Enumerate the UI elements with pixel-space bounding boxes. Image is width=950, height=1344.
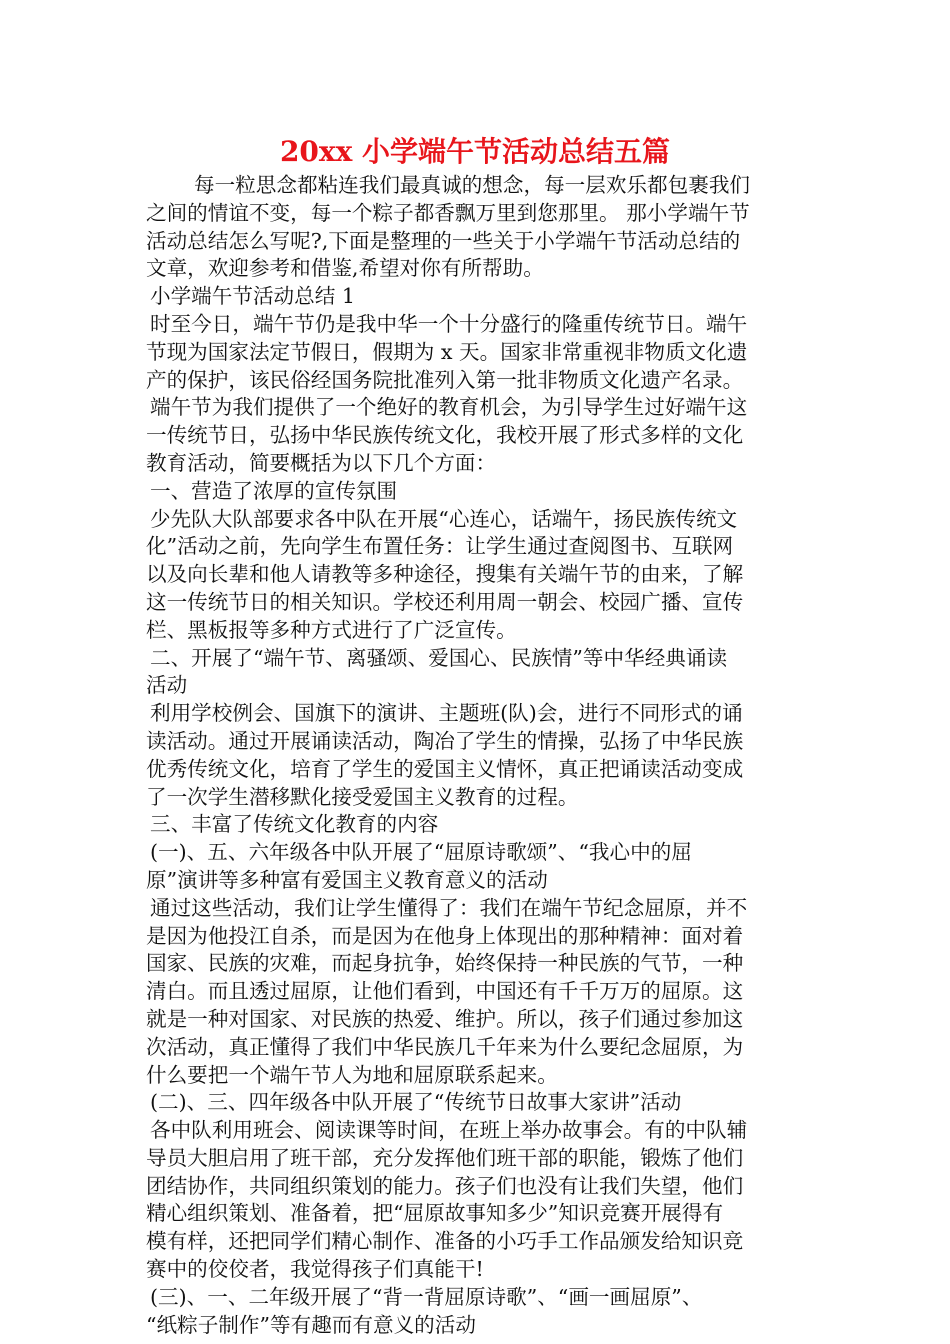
text-line: 利用学校例会、国旗下的演讲、主题班(队)会，进行不同形式的诵 bbox=[150, 701, 743, 726]
text-line: 这一传统节日的相关知识。学校还利用周一朝会、校园广播、宣传 bbox=[146, 589, 744, 614]
text-line: “纸粽子制作”等有趣而有意义的活动 bbox=[146, 1312, 476, 1337]
text-line: 节现为国家法定节假日，假期为 x 天。国家非常重视非物质文化遗 bbox=[146, 339, 748, 364]
text-line: 化”活动之前，先向学生布置任务：让学生通过查阅图书、互联网 bbox=[146, 534, 734, 559]
document-body bbox=[146, 172, 806, 1339]
text-line: 赛中的佼佼者，我觉得孩子们真能干! bbox=[146, 1257, 484, 1282]
text-line: 导员大胆启用了班干部，充分发挥他们班干部的职能，锻炼了他们 bbox=[146, 1145, 744, 1170]
text-line: 三、丰富了传统文化教育的内容 bbox=[150, 812, 439, 837]
text-line: 就是一种对国家、对民族的热爱、维护。所以，孩子们通过参加这 bbox=[146, 1006, 744, 1031]
text-line: (一)、五、六年级各中队开展了“屈原诗歌颂”、“我心中的屈 bbox=[150, 840, 692, 865]
text-line: 清白。而且透过屈原，让他们看到，中国还有千千万万的屈原。这 bbox=[146, 979, 744, 1004]
text-line: 次活动，真正懂得了我们中华民族几千年来为什么要纪念屈原，为 bbox=[146, 1034, 744, 1059]
text-line: 产的保护，该民俗经国务院批准列入第一批非物质文化遗产名录。 bbox=[146, 367, 744, 392]
text-line: 每一粒思念都粘连我们最真诚的想念，每一层欢乐都包裹我们 bbox=[194, 173, 751, 197]
text-line: 二、开展了“端午节、离骚颂、爱国心、民族情”等中华经典诵读 bbox=[150, 645, 728, 670]
text-line: 之间的情谊不变，每一个粽子都香飘万里到您那里。 那小学端午节 bbox=[146, 200, 750, 225]
text-line: 文章，欢迎参考和借鉴,希望对你有所帮助。 bbox=[146, 256, 544, 281]
text-line: 活动总结怎么写呢?,下面是整理的一些关于小学端午节活动总结的 bbox=[146, 228, 741, 253]
text-line: 少先队大队部要求各中队在开展“心连心，话端午，扬民族传统文 bbox=[150, 506, 738, 531]
text-line: 优秀传统文化，培育了学生的爱国主义情怀，真正把诵读活动变成 bbox=[146, 756, 744, 781]
text-line: 端午节为我们提供了一个绝好的教育机会，为引导学生过好端午这 bbox=[150, 395, 748, 420]
text-line: (二)、三、四年级各中队开展了“传统节日故事大家讲”活动 bbox=[150, 1090, 682, 1115]
text-line: 小学端午节活动总结 1 bbox=[150, 284, 355, 309]
text-line: 一、营造了浓厚的宣传氛围 bbox=[150, 478, 398, 503]
text-line: 团结协作，共同组织策划的能力。孩子们也没有让我们失望，他们 bbox=[146, 1173, 744, 1198]
text-line: 时至今日，端午节仍是我中华一个十分盛行的隆重传统节日。端午 bbox=[150, 311, 748, 336]
document-title: 20xx 小学端午节活动总结五篇 bbox=[279, 135, 671, 168]
text-line: 以及向长辈和他人请教等多种途径，搜集有关端午节的由来，了解 bbox=[146, 562, 744, 587]
text-line: 各中队利用班会、阅读课等时间，在班上举办故事会。有的中队辅 bbox=[150, 1118, 748, 1143]
text-line: 教育活动，简要概括为以下几个方面： bbox=[146, 450, 497, 475]
text-line: 模有样，还把同学们精心制作、准备的小巧手工作品颁发给知识竞 bbox=[146, 1229, 744, 1254]
text-line: 了一次学生潜移默化接受爱国主义教育的过程。 bbox=[146, 784, 579, 809]
text-line: 一传统节日，弘扬中华民族传统文化，我校开展了形式多样的文化 bbox=[146, 423, 744, 448]
text-line: 原”演讲等多种富有爱国主义教育意义的活动 bbox=[146, 867, 548, 892]
text-line: 活动 bbox=[146, 673, 188, 698]
text-line: 精心组织策划、准备着，把“屈原故事知多少”知识竞赛开展得有 bbox=[146, 1201, 724, 1226]
text-line: 是因为他投江自杀，而是因为在他身上体现出的那种精神：面对着 bbox=[146, 923, 744, 948]
text-line: 栏、黑板报等多种方式进行了广泛宣传。 bbox=[146, 617, 517, 642]
text-line: 通过这些活动，我们让学生懂得了：我们在端午节纪念屈原，并不 bbox=[150, 895, 748, 920]
text-line: 读活动。通过开展诵读活动，陶冶了学生的情操，弘扬了中华民族 bbox=[146, 728, 744, 753]
text-line: 国家、民族的灾难，而起身抗争，始终保持一种民族的气节，一种 bbox=[146, 951, 744, 976]
text-line: (三)、一、二年级开展了“背一背屈原诗歌”、“画一画屈原”、 bbox=[150, 1284, 703, 1309]
text-line: 什么要把一个端午节人为地和屈原联系起来。 bbox=[146, 1062, 558, 1087]
